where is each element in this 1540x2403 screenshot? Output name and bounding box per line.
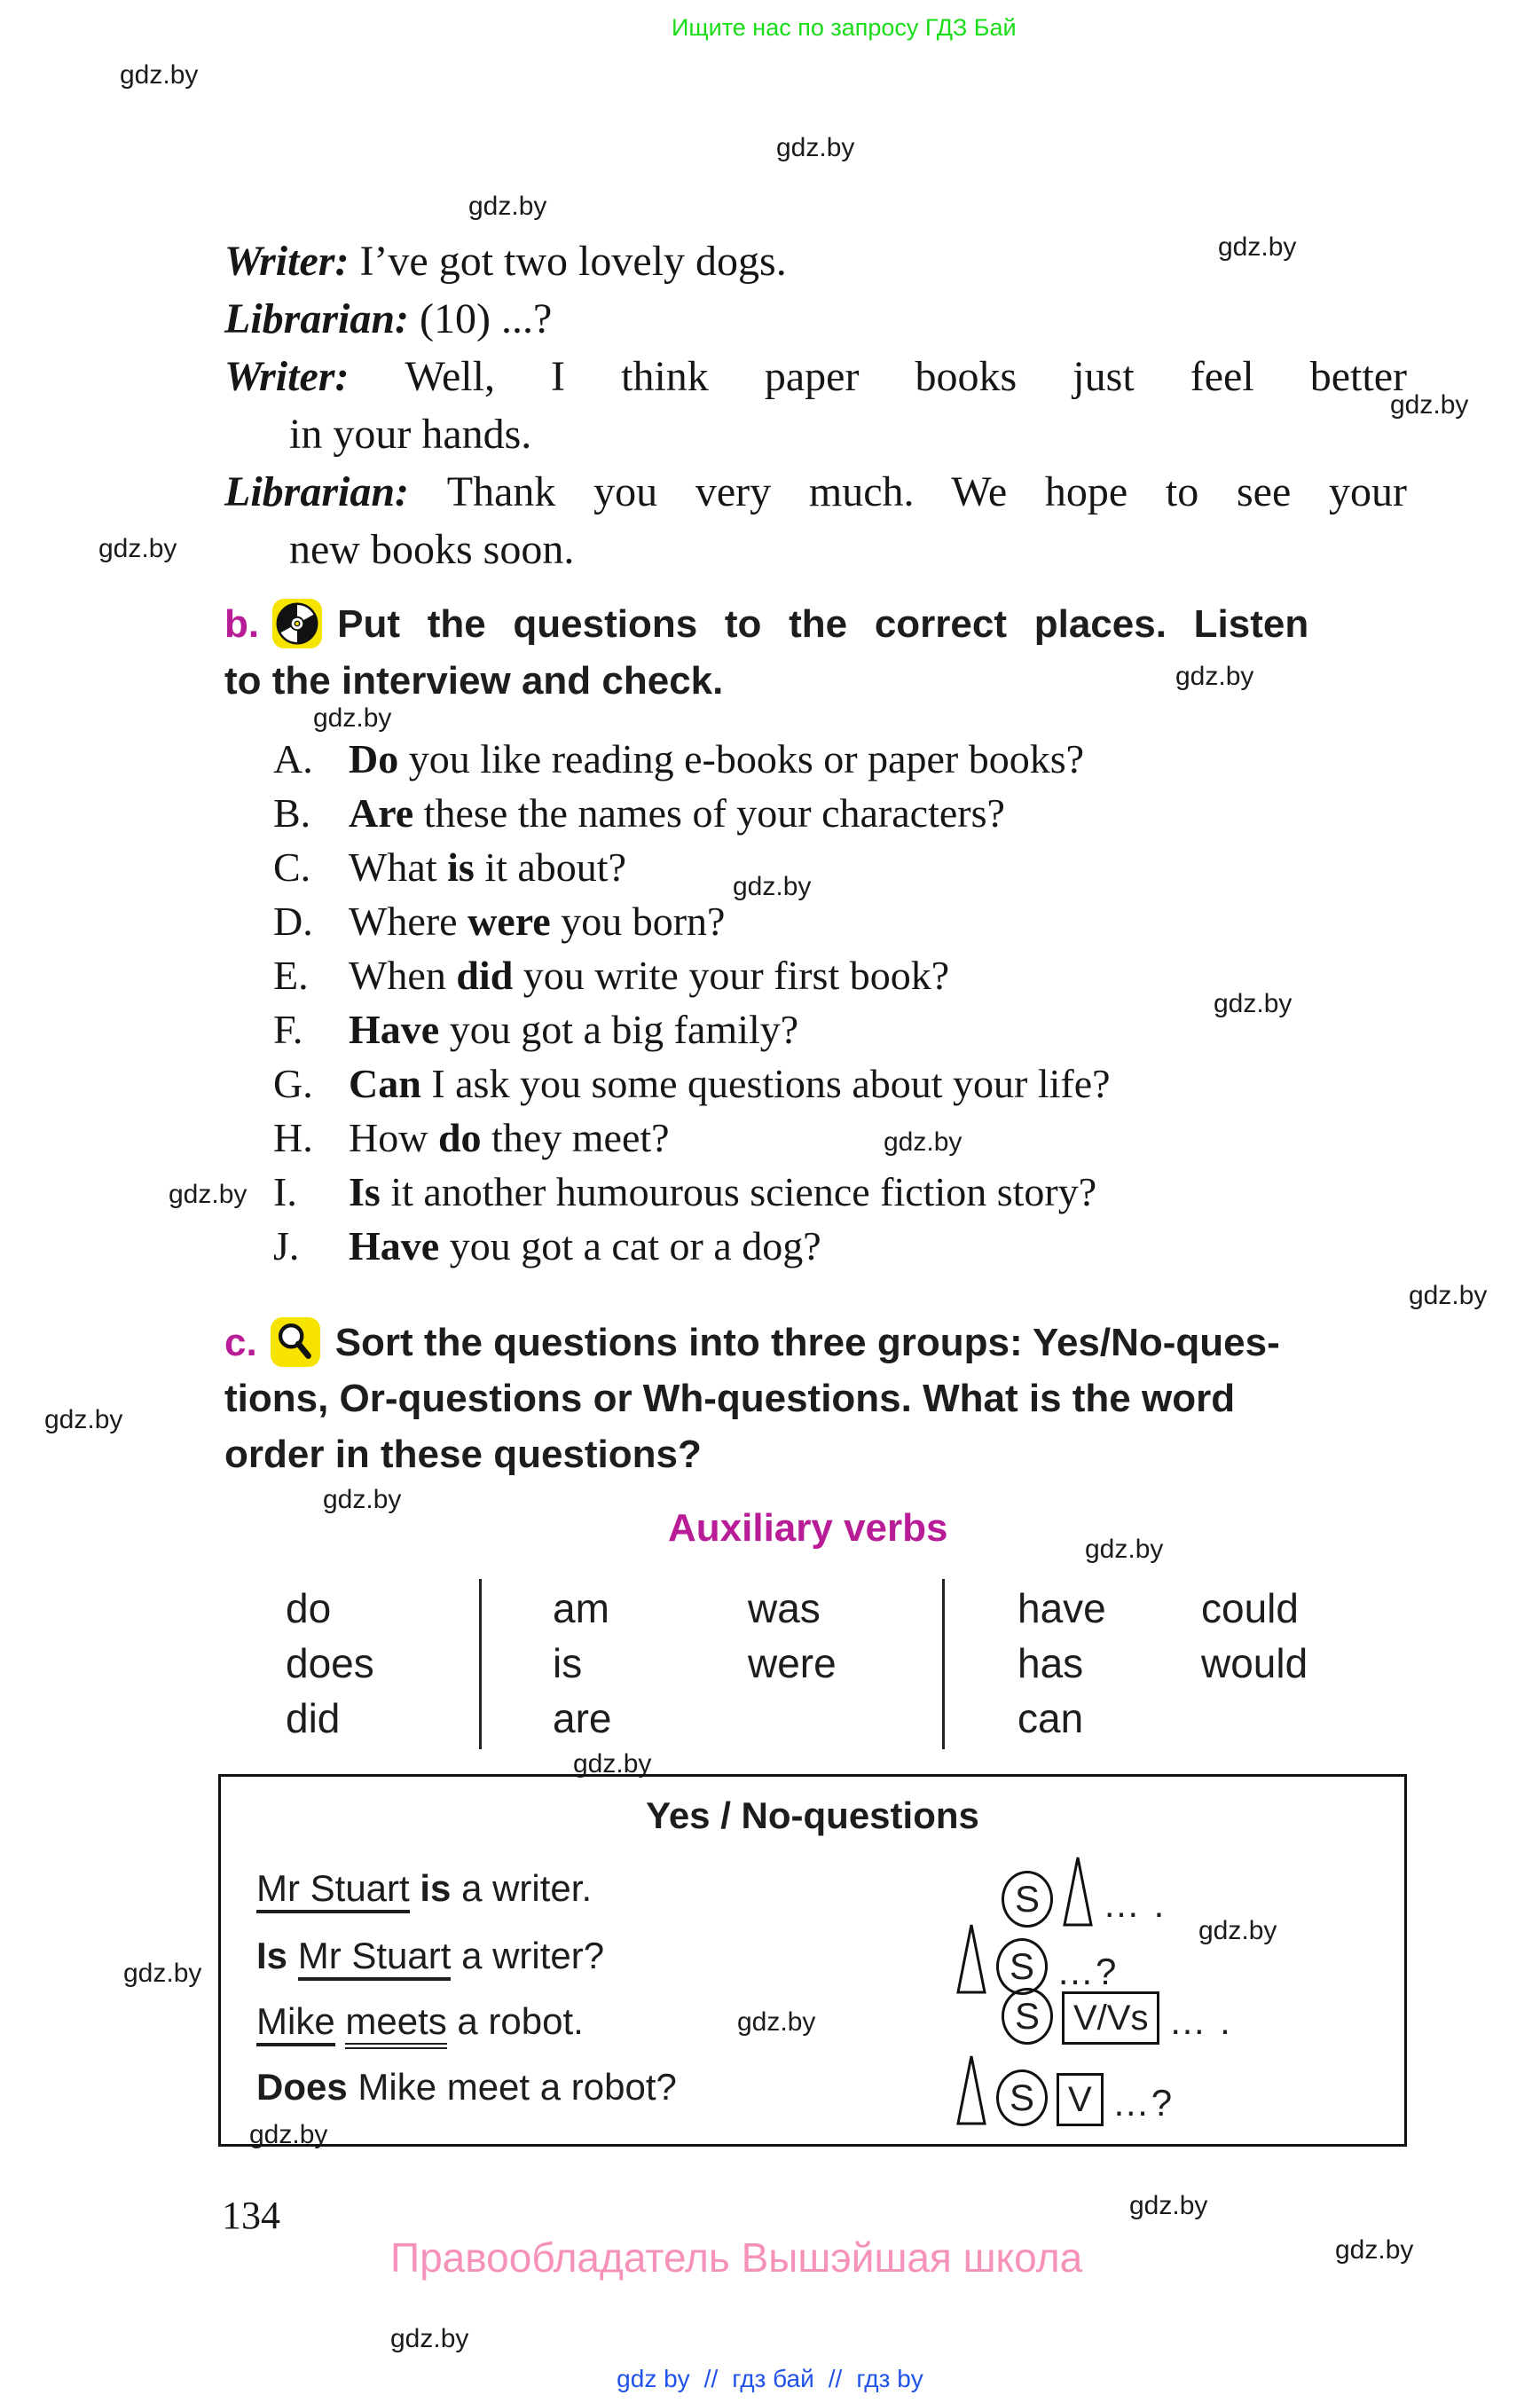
cd-audio-icon [271,598,323,649]
example-statement-1 [256,1867,592,1910]
symbols-row-3 [1002,1988,1232,2045]
exercise-c [224,1315,1407,1482]
gdz-watermark: gdz.by [573,1749,652,1779]
exercise-b-line1 [224,596,1407,653]
question-item: H. How do they meet? [273,1111,1111,1165]
question-aux-verb: were [468,899,551,944]
gdz-watermark: gdz.by [123,1959,202,1988]
gdz-watermark: gdz.by [776,133,855,162]
aux-table-divider [942,1579,945,1749]
aux-table-divider [479,1579,482,1749]
question-letter: C. [273,844,311,890]
question-letter: H. [273,1115,313,1160]
question-item: G. Can I ask you some questions about your life? [273,1056,1111,1111]
aux-verb: am [553,1585,609,1631]
question-aux-verb: Have [349,1007,440,1052]
gdz-watermark: gdz.by [737,2007,816,2037]
aux-verb: are [553,1695,612,1741]
triangle-symbol [955,1922,987,1995]
question-item: E. When did you write your first book? [273,948,1111,1002]
exercise-b-instruction-2: to the interview and check. [224,659,724,703]
example-question-2 [256,2066,677,2109]
ellipsis-question: …? [1112,2082,1175,2124]
sentence-rest: Mike meet a robot? [347,2066,677,2108]
gdz-watermark: gdz.by [1085,1535,1164,1564]
aux-verb: was [748,1585,821,1631]
subject-symbol: S [996,2069,1048,2126]
gdz-watermark: gdz.by [1214,989,1292,1018]
example-question-1 [256,1935,604,1977]
page-number: 134 [222,2194,280,2237]
gdz-watermark: gdz.by [884,1127,962,1157]
dialogue-line: Librarian: (10) ...? [224,295,553,342]
gdz-watermark: gdz.by [249,2120,328,2149]
question-item: C. What is it about? [273,840,1111,894]
aux-verb: is [553,1640,583,1686]
question-letter: F. [273,1007,303,1052]
question-letter: A. [273,736,313,781]
footer-links [0,2365,1540,2393]
dialogue-speaker: Writer: [224,353,405,400]
exercise-c-instruction-1: Sort the questions into three groups: Yes/No-ques- [334,1321,1280,1364]
aux-verb: did [286,1695,341,1741]
question-item: A. Do you like reading e-books or paper books? [273,732,1111,786]
triangle-symbol [955,2054,987,2126]
question-aux-verb: Do [349,736,399,781]
copyright-line: Правообладатель Вышэйшая школа [390,2234,1083,2281]
symbols-row-2 [955,1922,1118,1995]
gdz-watermark: gdz.by [468,192,547,221]
yes-no-questions-box [218,1774,1407,2147]
aux-verb: do [286,1585,332,1631]
gdz-watermark: gdz.by [313,703,392,733]
question-aux-verb: Can [349,1061,421,1106]
sentence-rest: a writer? [451,1935,605,1976]
exercise-b [224,596,1407,710]
yes-no-box-title: Yes / No-questions [646,1794,979,1836]
aux-bold: Is [256,1935,288,1976]
gdz-watermark: gdz.by [390,2324,469,2353]
example-statement-2 [256,2000,584,2043]
subject-underlined: Mr Stuart [256,1867,410,1913]
aux-verb: can [1018,1695,1084,1741]
question-letter: D. [273,899,313,944]
gdz-watermark: gdz.by [1335,2235,1414,2265]
aux-verbs-column [1201,1581,1308,1691]
gdz-watermark: gdz.by [1390,390,1469,420]
dialogue-speaker: Writer: [224,238,360,285]
aux-verbs-title: Auxiliary verbs [668,1506,948,1550]
dialogue-speaker: Librarian: [224,468,447,515]
footer-link[interactable]: гдз бай [732,2365,814,2392]
gdz-watermark: gdz.by [1409,1281,1488,1310]
dialogue-line: Writer: Well, I think paper books just feel better [224,353,1408,400]
footer-separator: // [828,2365,843,2392]
ellipsis-period: … . [1168,2000,1232,2042]
gdz-watermark: gdz.by [733,872,812,901]
aux-verbs-column [553,1581,611,1746]
ellipsis-period: … . [1103,1883,1167,1925]
symbols-row-1 [1002,1855,1166,1928]
footer-link[interactable]: gdz by [617,2365,690,2392]
question-letter: J. [273,1223,300,1268]
question-letter: G. [273,1061,313,1106]
subject-underlined: Mr Stuart [298,1935,452,1981]
question-item: I. Is it another humourous science fiction story? [273,1165,1111,1219]
subject-symbol: S [1002,1871,1053,1928]
question-aux-verb: did [456,953,514,998]
gdz-watermark: gdz.by [1198,1916,1277,1945]
promo-banner: Ищите нас по запросу ГДЗ Бай [672,14,1017,41]
question-aux-verb: Have [349,1223,440,1268]
gdz-watermark: gdz.by [120,60,199,90]
aux-bold: Does [256,2066,348,2108]
gdz-watermark: gdz.by [169,1180,248,1209]
dialogue-block [224,232,1407,578]
question-aux-verb: Are [349,790,414,836]
gdz-watermark: gdz.by [44,1405,123,1434]
aux-verbs-column [748,1581,837,1691]
gdz-watermark: gdz.by [1129,2191,1208,2220]
dialogue-line: Librarian: Thank you very much. We hope to see your [224,468,1407,515]
verb-slot-symbol: V/Vs [1062,1991,1159,2045]
aux-verb: would [1201,1640,1308,1686]
exercise-b-label: b. [224,602,260,646]
question-aux-verb: is [447,844,475,890]
verb-symbol: V [1057,2073,1104,2126]
questions-list [273,732,1111,1273]
gdz-watermark: gdz.by [1218,232,1297,262]
question-letter: B. [273,790,311,836]
question-item: D. Where were you born? [273,894,1111,948]
dialogue-speaker: Librarian: [224,295,420,342]
verb-double-underlined: meets [345,2000,446,2049]
footer-link[interactable]: гдз by [856,2365,923,2392]
question-aux-verb: Is [349,1169,381,1214]
subject-symbol: S [996,1938,1048,1995]
exercise-c-label: c. [224,1321,257,1364]
exercise-c-line1 [224,1315,1407,1370]
question-item: J. Have you got a cat or a dog? [273,1219,1111,1273]
dialogue-line: Writer: I’ve got two lovely dogs. [224,238,787,285]
question-item: F. Have you got a big family? [273,1002,1111,1056]
triangle-symbol [1062,1855,1094,1928]
subject-underlined: Mike [256,2000,335,2046]
sentence-rest: a robot. [446,2000,584,2042]
gdz-watermark: gdz.by [323,1485,402,1514]
magnifier-icon [270,1316,321,1368]
question-aux-verb: do [437,1115,482,1160]
sentence-rest: a writer. [451,1867,593,1909]
exercise-b-instruction-1: Put the questions to the correct places. Listen [337,602,1309,646]
question-letter: E. [273,953,309,998]
aux-verb: has [1018,1640,1084,1686]
dialogue-line: in your hands. [289,411,532,458]
gdz-watermark: gdz.by [1175,662,1254,691]
question-letter: I. [273,1169,297,1214]
aux-verb: could [1201,1585,1299,1631]
exercise-c-instruction-3: order in these questions? [224,1433,702,1476]
symbols-row-4 [955,2054,1174,2126]
subject-symbol: S [1002,1988,1053,2045]
aux-verb: were [748,1640,837,1686]
verb-bold: is [420,1867,452,1909]
gdz-watermark: gdz.by [98,534,177,563]
ellipsis-question: …? [1057,1951,1119,1992]
aux-verb: does [286,1640,374,1686]
question-item: B. Are these the names of your characters? [273,786,1111,840]
aux-verbs-column [286,1581,374,1746]
footer-separator: // [703,2365,719,2392]
dialogue-line: new books soon. [289,526,575,573]
aux-verbs-column [1018,1581,1106,1746]
aux-verb: have [1018,1585,1106,1631]
exercise-c-instruction-2: tions, Or-questions or Wh-questions. What is the word [224,1377,1236,1420]
